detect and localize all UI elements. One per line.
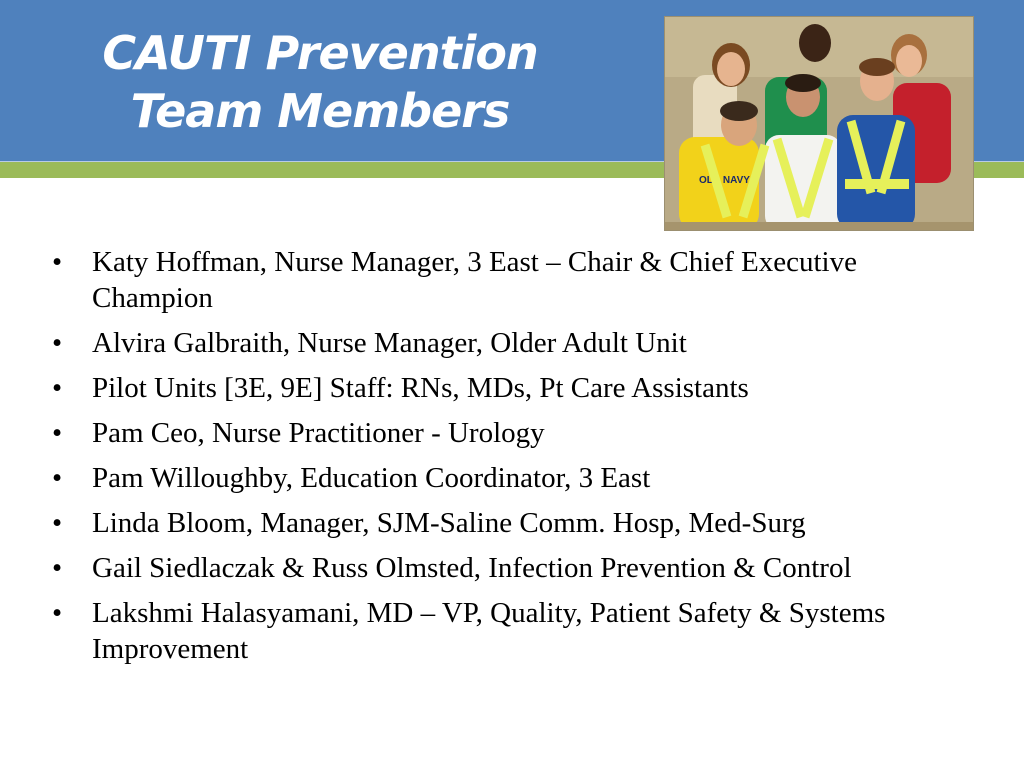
shirt-print: OLD NAVY: [699, 175, 750, 186]
bullet-icon: •: [52, 507, 63, 539]
list-item-text: Katy Hoffman, Nurse Manager, 3 East – Chair & Chief Executive Champion: [92, 246, 857, 314]
title-line-2: Team Members: [130, 84, 510, 138]
list-item-text: Pilot Units [3E, 9E] Staff: RNs, MDs, Pt Care Assistants: [92, 372, 749, 404]
list-item: [52, 370, 952, 406]
bullet-icon: •: [52, 372, 63, 404]
list-item-text: Pam Ceo, Nurse Practitioner - Urology: [92, 417, 545, 449]
list-item: [52, 460, 952, 496]
bullet-icon: •: [52, 327, 63, 359]
slide-title: [30, 24, 610, 140]
list-item-text: Lakshmi Halasyamani, MD – VP, Quality, Patient Safety & Systems Improvement: [92, 597, 886, 665]
list-item: [52, 244, 952, 316]
list-item: [52, 505, 952, 541]
team-photo: [665, 17, 973, 230]
bullet-icon: •: [52, 552, 63, 584]
bullet-icon: •: [52, 597, 63, 629]
list-item: [52, 325, 952, 361]
bullet-icon: •: [52, 462, 63, 494]
bullet-icon: •: [52, 246, 63, 278]
title-line-1: CAUTI Prevention: [102, 26, 538, 80]
list-item-text: Pam Willoughby, Education Coordinator, 3 East: [92, 462, 651, 494]
list-item: [52, 595, 952, 667]
list-item: [52, 415, 952, 451]
list-item-text: Linda Bloom, Manager, SJM-Saline Comm. Hosp, Med-Surg: [92, 507, 806, 539]
bullet-icon: •: [52, 417, 63, 449]
list-item-text: Alvira Galbraith, Nurse Manager, Older Adult Unit: [92, 327, 687, 359]
team-member-list: [52, 244, 952, 676]
list-item: [52, 550, 952, 586]
list-item-text: Gail Siedlaczak & Russ Olmsted, Infection Prevention & Control: [92, 552, 852, 584]
